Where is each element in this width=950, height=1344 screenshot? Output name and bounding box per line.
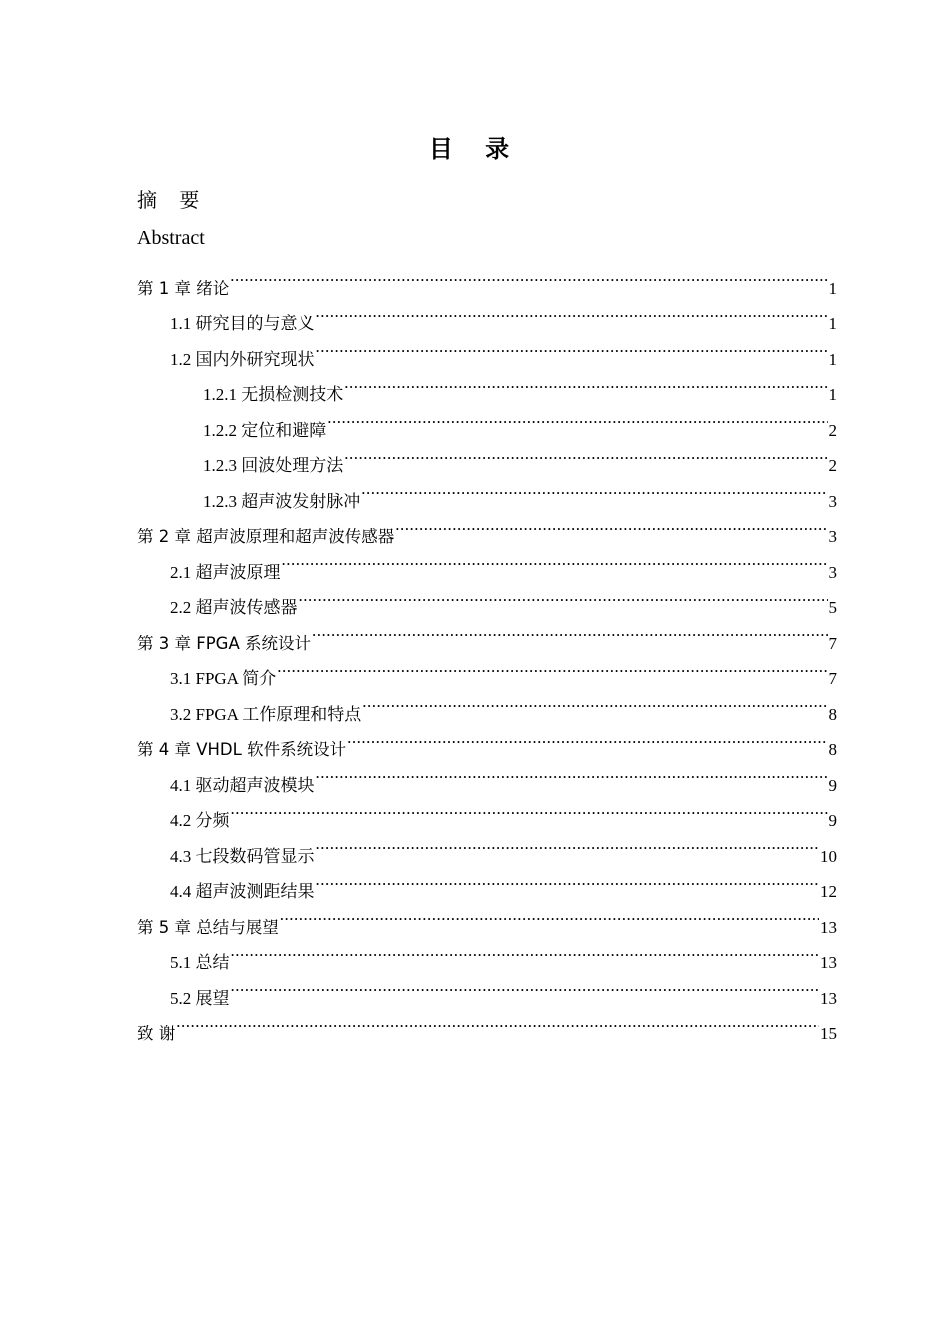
dot-leader [316,826,820,862]
dot-leader [316,755,828,791]
toc-entry[interactable] [137,1004,837,1043]
toc-entry-page-number: 13 [820,953,837,972]
toc-entry-label: 致 谢 [137,1024,176,1043]
dot-leader [277,649,827,685]
toc-entry-label: 1.2 国内外研究现状 [170,349,315,369]
dot-leader [230,258,827,294]
toc-entry[interactable] [137,294,837,333]
toc-entry-page-number: 2 [828,420,837,440]
toc-entry-label: 第 1 章 绪论 [137,278,230,298]
dot-leader [327,400,827,436]
toc-entry-label: 第 5 章 总结与展望 [137,917,279,937]
toc-entry-page-number: 3 [828,491,837,511]
toc-entry-page-number: 13 [820,917,837,937]
toc-entry-label: 2.2 超声波传感器 [170,598,298,617]
dot-leader [344,436,827,472]
dot-leader [362,684,827,720]
toc-entry-label: 1.1 研究目的与意义 [170,314,315,333]
toc-entry-page-number: 1 [828,385,837,404]
toc-entry-label: 4.4 超声波测距结果 [170,882,315,901]
toc-entry-label: 4.2 分频 [170,811,230,830]
toc-entry-label: 1.2.1 无损检测技术 [203,385,344,404]
toc-entry-page-number: 9 [828,775,837,795]
dot-leader [316,862,820,898]
dot-leader [231,791,828,827]
toc-entry-page-number: 1 [828,314,837,333]
dot-leader [176,1004,819,1040]
toc-entry-page-number: 9 [828,811,837,830]
toc-entry-label: 第 2 章 超声波原理和超声波传感器 [137,527,395,546]
toc-entry-label: 1.2.3 回波处理方法 [203,456,344,475]
toc-entry-abstract-cn[interactable]: 摘 要 [137,188,208,212]
toc-entry-page-number: 2 [828,456,837,475]
toc-entry-label: 4.1 驱动超声波模块 [170,775,315,795]
dot-leader [280,897,819,933]
toc-entry-page-number: 8 [828,704,837,724]
toc-entry[interactable] [137,968,837,1008]
toc-entry-label: 第 3 章 FPGA 系统设计 [137,633,311,653]
toc-entry-page-number: 3 [828,527,837,546]
toc-entry-page-number: 7 [828,669,837,688]
toc-entry[interactable] [137,933,837,972]
dot-leader [282,542,828,578]
toc-entry-label: 3.1 FPGA 简介 [170,669,277,688]
dot-leader [347,720,827,756]
toc-entry-label: 5.1 总结 [170,953,230,972]
toc-entry-page-number: 12 [820,882,837,901]
toc-entry-label: 4.3 七段数码管显示 [170,846,315,866]
toc-entry[interactable] [137,791,837,830]
dot-leader [316,294,828,330]
dot-leader [231,968,820,1004]
toc-entry[interactable] [137,258,837,298]
dot-leader [299,578,828,614]
toc-entry-label: 1.2.2 定位和避障 [203,420,327,440]
toc-entry-page-number: 15 [820,1024,837,1043]
toc-entry-label: 5.2 展望 [170,988,230,1008]
toc-entry-page-number: 8 [828,740,837,759]
toc-entry-abstract-en[interactable]: Abstract [137,227,205,249]
page-title: 目 录 [428,135,522,163]
toc-entry-label: 第 4 章 VHDL 软件系统设计 [137,740,347,759]
toc-entry-page-number: 1 [828,349,837,369]
table-of-contents [137,258,837,1043]
dot-leader [316,329,828,365]
toc-entry-label: 2.1 超声波原理 [170,562,281,582]
toc-entry-page-number: 3 [828,562,837,582]
toc-entry-page-number: 13 [820,988,837,1008]
toc-entry-label: 3.2 FPGA 工作原理和特点 [170,704,362,724]
toc-entry-page-number: 5 [828,598,837,617]
dot-leader [395,507,827,543]
dot-leader [361,471,827,507]
toc-entry-page-number: 7 [828,633,837,653]
dot-leader [312,613,828,649]
toc-entry-label: 1.2.3 超声波发射脉冲 [203,491,361,511]
dot-leader [231,933,820,969]
toc-entry[interactable] [137,826,837,866]
toc-entry-page-number: 1 [828,278,837,298]
dot-leader [344,365,827,401]
toc-entry-page-number: 10 [820,846,837,866]
